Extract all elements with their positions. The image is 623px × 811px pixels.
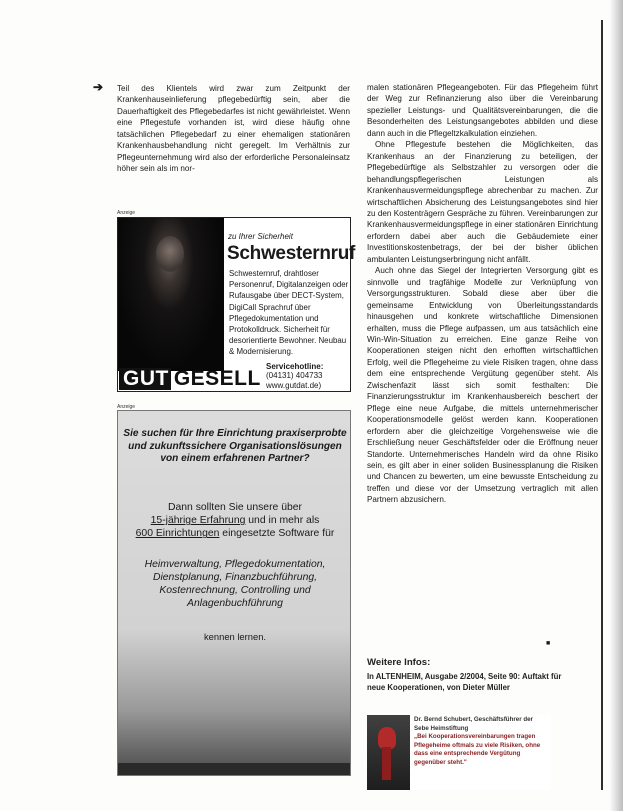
article-paragraph-1: malen stationären Pflegeangeboten. Für das Pflegeheim führt der Weg zur Refinanzierung also über die Vereinbarung spezieller Leistungs- und Qualitätsvereinbarungen, die die Besonderheiten des Leistungsangebotes abbilden und diese dann auch in die Pflegeltzkalkulation einziehen. [367,83,598,138]
ad-photo [118,218,224,371]
gutgesell-logo [119,368,264,390]
ad2-years: 15-jährige Erfahrung [150,515,246,527]
advertisement-schwesternruf [117,217,356,392]
article-right-column [367,82,598,506]
ad2-middle-mid: und in mehr als [248,515,320,527]
ad-tagline: zu Ihrer Sicherheit [228,232,293,241]
quote-text: „Bei Kooperationsvereinbarungen tragen Pflegeheime oftmals zu viele Risiken, ohne dass eine entsprechende Vergütung gegenüber steht." [414,733,541,766]
ad2-count: 600 Einrichtungen [135,528,220,540]
quote-author: Dr. Bernd Schubert, Geschäftsführer der Sebe Heimstiftung [414,716,533,732]
hotline-label: Servicehotline: [266,361,324,371]
advertisement-software [117,410,351,776]
ad-photo-face [156,236,184,272]
logo-gesell: GESELL [173,367,261,390]
intro-text: Teil des Klientels wird zwar zum Zeitpunkt der Krankenhauseinlieferung pflegebedürftig sein, aber die Dauerhaftigkeit des Pflegebedarfes ist nicht gewährleistet. Wenn eine Pflegestufe vorhanden ist, wird diese häufig ohne tatsächlichen Pflegebedarf zu einer ehemaligen stationären Krankenhausbehandlung nicht geregelt. Im Verhältnis zur Pflegeunternehmung wird also der erforderliche Personaleinsatz höher sein als im nor- [117,84,350,174]
logo-gut: GUT [119,368,171,390]
ad2-middle-pre: Dann sollten Sie unsere über [167,502,302,513]
arrow-bullet-icon: ➔ [93,80,104,94]
quote-figure-head [378,727,396,749]
article-paragraph-3: Auch ohne das Siegel der Integrierten Versorgung gibt es sinnvolle und tragfähige Modelle zur Verknüpfung von Versorgungsstrukturen. Sobald diese aber über die gemeinsame Entwicklung von Überleitungsstandards hinausgehen und konkrete wirtschaftliche Dimensionen erhalten, muss die Pflege aufpassen, um aus tatsächlich eine Win-Win-Situation zu erreichen. Eine ganze Reihe von Kooperationen steigen nicht den erhofften wirtschaftlichen Erfolg, weil die Pflegeheime zu viele Risiken tragen, ohne dass dem eine entsprechende Vergütung gegenüber steht. Als Zwischenfazit lässt sich somit festhalten: Die Finanzierungsstruktur im Krankenhausbereich beschert der Pflege eine neue Aufgabe, die mittels unternehmerischer Kooperationsmodelle gelöst werden kann. Kooperationen erfordern aber die gleichzeitige Vorgehensweise wie die Erschließung neuer Geschäftsfelder oder die Eröffnung neuer Standorte. Unternehmerisches Handeln wird da ohne Risiko sein, es gilt aber in einer soliden Businessplanung die Risiken und Chancen zu bewerten, um eine bewusste Entscheidung zu treffen und diese vor der Umsetzung vertraglich mit allen Partnern abzusichern. [367,266,598,505]
ad-brand-title: Schwesternruf [227,243,356,264]
ad-website: www.gutdat.de) [266,380,322,390]
article-end-mark: ■ [546,640,551,647]
ad-label-2: Anzeige [117,404,136,410]
page-edge-line [601,20,603,790]
hotline-number: (04131) 404733 [266,371,323,380]
ad-label: Anzeige [117,210,136,216]
ad2-middle-post: eingesetzte Software für [222,528,335,540]
article-paragraph-2: Ohne Pflegestufe bestehen die Möglichkeiten, das Krankenhaus an der Finanzierung zu beteiligen, der Pflegebedürftige als Selbstzahler zu versorgen oder die behandlungspflegerischen Leistungen als Krankenhausvermeidungspflege abrechenbar zu machen. Zur wirtschaftlichen Absicherung des Leistungsangebotes sind hier zu den Kostenträgern Gespräche zu führen. Vereinbarungen zur Krankenhausvermeidungspflege in einer stationären Einrichtung erfordern dabei aber auch die Gebäudemiete einer Investitionskostenbetrags, der bei der bisher üblichen ambulanten Leistungserbringung nicht anfällt. [367,140,598,264]
quote-figure-body [382,747,391,780]
ad2-middle-text [122,501,348,541]
ad2-cta: kennen lernen. [203,631,267,642]
ad2-headline: Sie suchen für Ihre Einrichtung praxiserprobte und zukunftssichere Organisationslösungen von einem erfahrenen Partner? [123,428,347,465]
ad2-footer-bar [118,763,350,775]
intro-paragraph [93,80,350,175]
page-edge-shadow [609,0,623,811]
ad-body-text: Schwesternruf, drahtloser Personenruf, Digitalanzeigen oder Rufausgabe über DECT-System, DigiCall Sprachruf über Pflegedokumentation und Protokolldruck. Sicherheit für desorientierte Bewohner. Neubau & Modernisierung. [229,269,349,357]
ad2-products: Heimverwaltung, Pflegedokumentation, Dienstplanung, Finanzbuchführung, Kostenrechnung, Controlling und Anlagenbuchführung [144,559,326,609]
info-heading: Weitere Infos: [367,657,431,668]
info-body: In ALTENHEIM, Ausgabe 2/2004, Seite 90: Auftakt für neue Kooperationen, von Dieter Müller [367,672,562,692]
ad-hotline [266,362,348,391]
pull-quote [414,716,549,767]
